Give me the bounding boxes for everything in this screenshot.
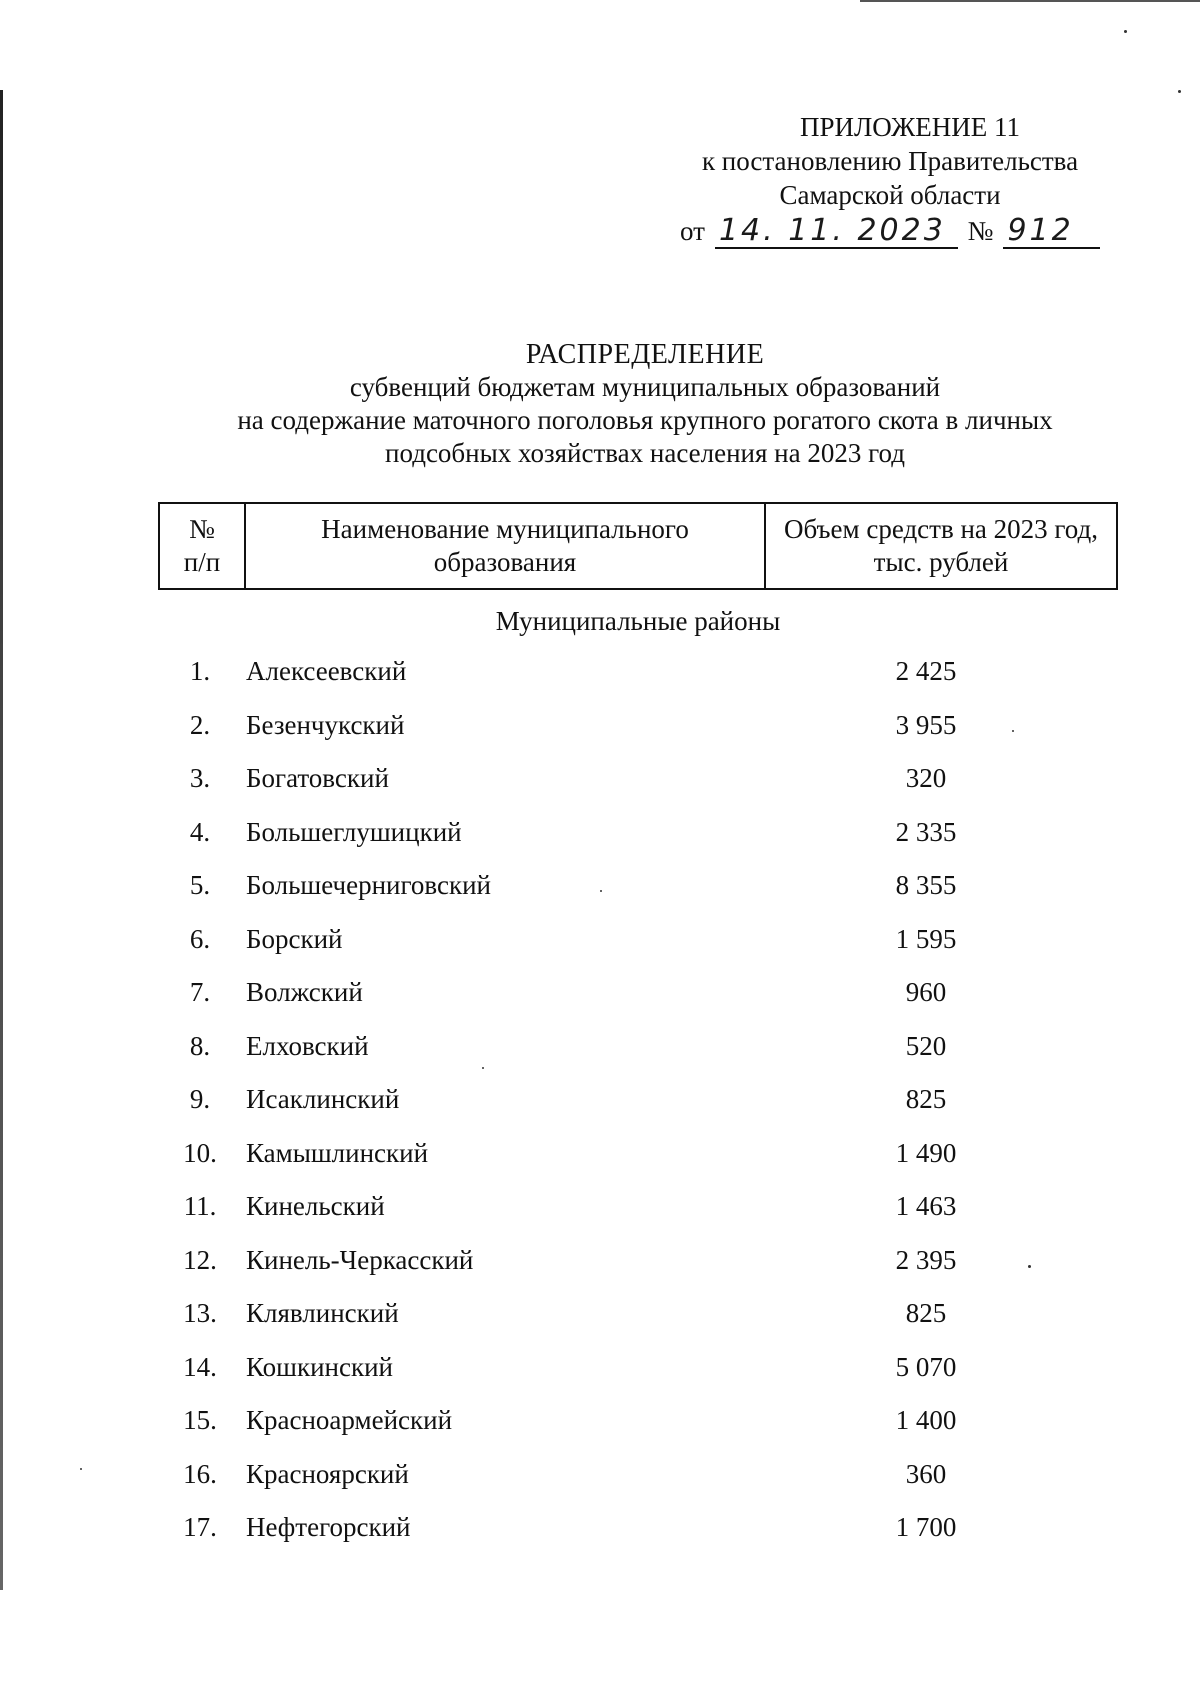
table-header — [158, 502, 1118, 590]
row-value: 3 955 — [895, 709, 957, 740]
header-name-line-2: образования — [433, 547, 577, 577]
number-label: № — [967, 216, 994, 246]
header-cell-amount — [766, 504, 1116, 588]
title-line-3: на содержание маточного поголовья крупного рогатого скота в личных — [237, 405, 1053, 435]
row-number: 13. — [183, 1298, 217, 1328]
row-value: 1 700 — [895, 1512, 957, 1542]
row-number: 11. — [183, 1191, 217, 1221]
row-name: Красноармейский — [246, 1405, 453, 1435]
header-number-line-2: п/п — [183, 547, 221, 577]
table-row — [158, 1136, 1118, 1190]
row-name: Безенчукский — [246, 709, 405, 740]
header-number-line-1: № — [189, 514, 215, 544]
scan-speck — [1124, 30, 1127, 33]
scan-edge-left — [0, 90, 3, 1590]
row-value: 960 — [905, 977, 947, 1007]
scan-edge-top — [860, 0, 1200, 2]
row-number: 17. — [183, 1512, 217, 1542]
row-number: 9. — [189, 1084, 211, 1114]
scan-speck — [80, 1468, 82, 1470]
header-cell-number — [160, 504, 246, 588]
table-body — [158, 654, 1118, 1564]
row-number: 16. — [183, 1458, 217, 1489]
row-number: 7. — [189, 977, 211, 1007]
header-name-line-1: Наименование муниципального — [321, 514, 689, 544]
row-name: Красноярский — [246, 1458, 409, 1489]
table-row — [158, 1296, 1118, 1350]
decree-date-number — [680, 214, 1100, 249]
row-value: 320 — [905, 763, 947, 793]
table-row — [158, 922, 1118, 976]
row-number: 6. — [189, 923, 211, 954]
from-label: от — [680, 216, 705, 246]
table-row — [158, 1243, 1118, 1297]
table-row — [158, 868, 1118, 922]
row-value: 825 — [905, 1084, 947, 1114]
table-row — [158, 1189, 1118, 1243]
table-row — [158, 1403, 1118, 1457]
table-row — [158, 654, 1118, 708]
row-number: 12. — [183, 1244, 217, 1275]
row-name: Богатовский — [246, 763, 389, 793]
row-value: 825 — [905, 1298, 947, 1328]
document-title — [150, 338, 1140, 470]
decree-date: 14. 11. 2023 — [715, 215, 958, 249]
header-cell-name — [246, 504, 766, 588]
row-name: Клявлинский — [246, 1298, 399, 1328]
table-row — [158, 975, 1118, 1029]
appendix-title: ПРИЛОЖЕНИЕ 11 — [799, 112, 1021, 142]
row-number: 5. — [189, 870, 211, 900]
appendix-line-3: Самарской области — [779, 180, 1001, 210]
row-number: 2. — [189, 709, 211, 740]
row-value: 2 395 — [895, 1244, 957, 1275]
row-name: Камышлинский — [246, 1137, 429, 1168]
row-value: 360 — [905, 1458, 947, 1489]
row-name: Нефтегорский — [246, 1512, 411, 1542]
row-number: 8. — [189, 1030, 211, 1061]
row-name: Исаклинский — [246, 1084, 400, 1114]
appendix-line-2: к постановлению Правительства — [701, 146, 1079, 176]
title-line-4: подсобных хозяйствах населения на 2023 год — [385, 438, 905, 468]
row-value: 2 425 — [895, 656, 957, 686]
row-number: 10. — [183, 1137, 217, 1168]
header-amount-line-2: тыс. рублей — [873, 547, 1009, 577]
row-value: 5 070 — [895, 1351, 957, 1382]
title-main: РАСПРЕДЕЛЕНИЕ — [525, 339, 765, 370]
row-value: 1 490 — [895, 1137, 957, 1168]
row-name: Алексеевский — [246, 656, 407, 686]
row-number: 3. — [189, 763, 211, 793]
row-number: 14. — [183, 1351, 217, 1382]
header-amount-line-1: Объем средств на 2023 год, — [783, 514, 1099, 544]
scan-speck — [1178, 90, 1181, 93]
table-row — [158, 1350, 1118, 1404]
table-row — [158, 1457, 1118, 1511]
row-number: 1. — [189, 656, 211, 686]
row-name: Волжский — [246, 977, 363, 1007]
row-name: Большеглушицкий — [246, 816, 462, 847]
table-row — [158, 1082, 1118, 1136]
table-row — [158, 761, 1118, 815]
row-name: Борский — [246, 923, 343, 954]
row-name: Кинельский — [246, 1191, 385, 1221]
row-value: 1 595 — [895, 923, 957, 954]
row-name: Елховский — [246, 1030, 369, 1061]
table-row — [158, 1510, 1118, 1564]
appendix-header — [680, 110, 1100, 249]
table-row — [158, 815, 1118, 869]
row-name: Кинель-Черкасский — [246, 1244, 474, 1275]
row-value: 2 335 — [895, 816, 957, 847]
table-row — [158, 708, 1118, 762]
section-heading: Муниципальные районы — [495, 606, 781, 636]
row-value: 8 355 — [895, 870, 957, 900]
row-name: Большечерниговский — [246, 870, 491, 900]
title-line-2: субвенций бюджетам муниципальных образований — [349, 372, 941, 402]
table-row — [158, 1029, 1118, 1083]
row-number: 15. — [183, 1405, 217, 1435]
row-value: 1 400 — [895, 1405, 957, 1435]
row-name: Кошкинский — [246, 1351, 393, 1382]
row-value: 520 — [905, 1030, 947, 1061]
row-number: 4. — [189, 816, 211, 847]
row-value: 1 463 — [895, 1191, 957, 1221]
decree-number: 912 — [1003, 215, 1100, 249]
